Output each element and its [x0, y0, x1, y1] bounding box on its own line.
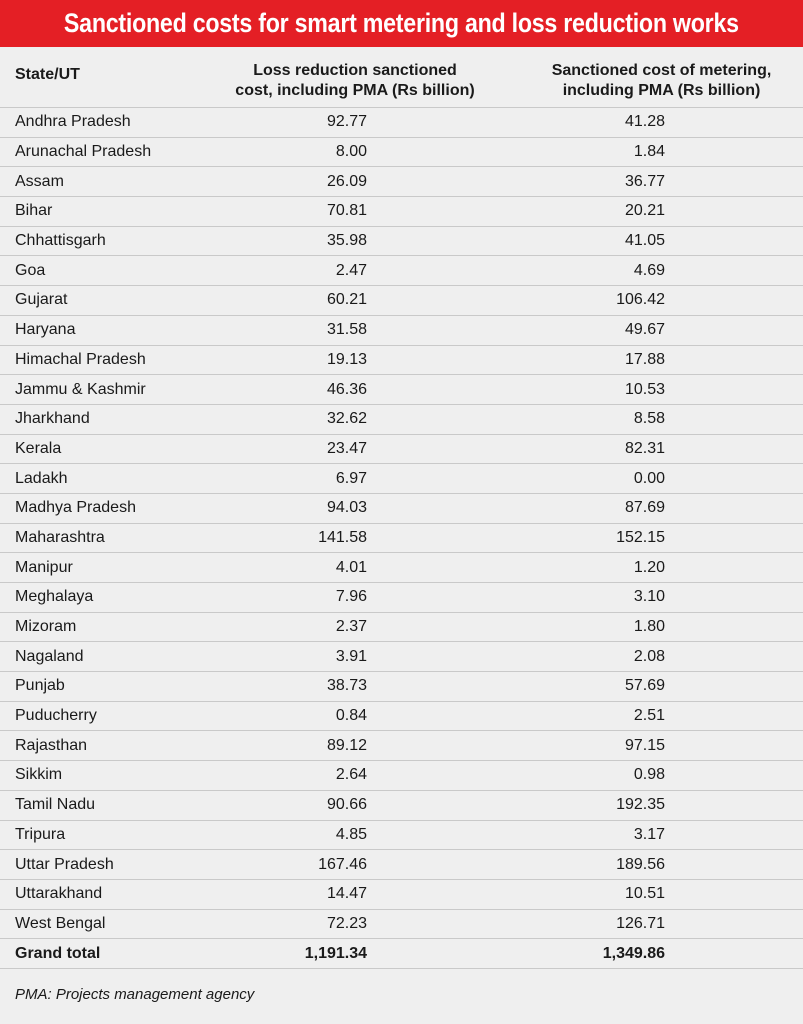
loss-reduction-cell: 23.47: [200, 434, 480, 464]
loss-reduction-cell: 89.12: [200, 731, 480, 761]
header-row: [0, 55, 803, 108]
table-row: [0, 672, 803, 702]
header-state: [0, 55, 200, 108]
loss-reduction-cell: 46.36: [200, 375, 480, 405]
loss-reduction-cell: 32.62: [200, 404, 480, 434]
state-cell: Chhattisgarh: [0, 226, 200, 256]
table-row: [0, 464, 803, 494]
loss-reduction-cell: 60.21: [200, 286, 480, 316]
metering-cell: 3.10: [480, 583, 803, 613]
table-row: [0, 820, 803, 850]
metering-cell: 82.31: [480, 434, 803, 464]
metering-cell: 0.00: [480, 464, 803, 494]
table-row: [0, 701, 803, 731]
table-row: [0, 642, 803, 672]
state-cell: Manipur: [0, 553, 200, 583]
metering-cell: 2.08: [480, 642, 803, 672]
metering-cell: 2.51: [480, 701, 803, 731]
table-row: [0, 345, 803, 375]
title-banner: [0, 0, 803, 47]
cost-table: [0, 55, 803, 969]
loss-reduction-cell: 8.00: [200, 137, 480, 167]
state-cell: Puducherry: [0, 701, 200, 731]
state-cell: Arunachal Pradesh: [0, 137, 200, 167]
loss-reduction-cell: 72.23: [200, 909, 480, 939]
state-cell: Uttarakhand: [0, 879, 200, 909]
metering-cell: 10.51: [480, 879, 803, 909]
state-cell: Gujarat: [0, 286, 200, 316]
metering-cell: 0.98: [480, 761, 803, 791]
header-metering-line1: Sanctioned cost of metering,: [551, 62, 772, 79]
metering-cell: 1.84: [480, 137, 803, 167]
metering-cell: 17.88: [480, 345, 803, 375]
table-row: [0, 493, 803, 523]
metering-cell: 49.67: [480, 315, 803, 345]
state-cell: Andhra Pradesh: [0, 108, 200, 138]
loss-reduction-cell: 7.96: [200, 583, 480, 613]
state-cell: Uttar Pradesh: [0, 850, 200, 880]
loss-reduction-cell: 35.98: [200, 226, 480, 256]
header-loss-reduction: [200, 55, 480, 108]
table-row: [0, 137, 803, 167]
metering-cell: 41.28: [480, 108, 803, 138]
table-row: [0, 197, 803, 227]
loss-reduction-cell: 0.84: [200, 701, 480, 731]
cost-table-container: [0, 55, 803, 969]
metering-cell: 57.69: [480, 672, 803, 702]
page-title: Sanctioned costs for smart metering and loss reduction works: [64, 8, 739, 38]
metering-cell: 189.56: [480, 850, 803, 880]
loss-reduction-cell: 2.37: [200, 612, 480, 642]
loss-reduction-cell: 2.64: [200, 761, 480, 791]
loss-reduction-cell: 141.58: [200, 523, 480, 553]
grand-total-metering: 1,349.86: [480, 939, 803, 969]
state-cell: Jammu & Kashmir: [0, 375, 200, 405]
state-cell: West Bengal: [0, 909, 200, 939]
metering-cell: 97.15: [480, 731, 803, 761]
header-metering-line2: including PMA (Rs billion): [562, 82, 761, 99]
metering-cell: 106.42: [480, 286, 803, 316]
state-cell: Sikkim: [0, 761, 200, 791]
state-cell: Himachal Pradesh: [0, 345, 200, 375]
state-cell: Nagaland: [0, 642, 200, 672]
loss-reduction-cell: 26.09: [200, 167, 480, 197]
metering-cell: 41.05: [480, 226, 803, 256]
header-state-label: State/UT: [15, 66, 80, 83]
loss-reduction-cell: 167.46: [200, 850, 480, 880]
metering-cell: 8.58: [480, 404, 803, 434]
state-cell: Rajasthan: [0, 731, 200, 761]
metering-cell: 152.15: [480, 523, 803, 553]
state-cell: Kerala: [0, 434, 200, 464]
loss-reduction-cell: 92.77: [200, 108, 480, 138]
state-cell: Goa: [0, 256, 200, 286]
state-cell: Bihar: [0, 197, 200, 227]
state-cell: Tamil Nadu: [0, 790, 200, 820]
state-cell: Tripura: [0, 820, 200, 850]
table-row: [0, 256, 803, 286]
state-cell: Punjab: [0, 672, 200, 702]
table-header: [0, 55, 803, 108]
state-cell: Maharashtra: [0, 523, 200, 553]
metering-cell: 87.69: [480, 493, 803, 523]
metering-cell: 126.71: [480, 909, 803, 939]
header-metering: [480, 55, 803, 108]
table-row: [0, 612, 803, 642]
loss-reduction-cell: 4.85: [200, 820, 480, 850]
loss-reduction-cell: 31.58: [200, 315, 480, 345]
footnote: PMA: Projects management agency: [15, 986, 255, 1003]
metering-cell: 192.35: [480, 790, 803, 820]
loss-reduction-cell: 4.01: [200, 553, 480, 583]
loss-reduction-cell: 94.03: [200, 493, 480, 523]
loss-reduction-cell: 6.97: [200, 464, 480, 494]
table-row: [0, 761, 803, 791]
loss-reduction-cell: 90.66: [200, 790, 480, 820]
state-cell: Meghalaya: [0, 583, 200, 613]
state-cell: Ladakh: [0, 464, 200, 494]
table-row: [0, 879, 803, 909]
table-row: [0, 286, 803, 316]
grand-total-loss: 1,191.34: [200, 939, 480, 969]
loss-reduction-cell: 38.73: [200, 672, 480, 702]
table-row: [0, 226, 803, 256]
state-cell: Jharkhand: [0, 404, 200, 434]
table-row: [0, 731, 803, 761]
loss-reduction-cell: 3.91: [200, 642, 480, 672]
header-loss-line2: cost, including PMA (Rs billion): [235, 82, 475, 99]
loss-reduction-cell: 19.13: [200, 345, 480, 375]
table-row: [0, 167, 803, 197]
table-row: [0, 850, 803, 880]
table-row: [0, 583, 803, 613]
metering-cell: 10.53: [480, 375, 803, 405]
table-row: [0, 790, 803, 820]
metering-cell: 4.69: [480, 256, 803, 286]
table-row: [0, 909, 803, 939]
metering-cell: 1.80: [480, 612, 803, 642]
table-row: [0, 404, 803, 434]
state-cell: Madhya Pradesh: [0, 493, 200, 523]
loss-reduction-cell: 70.81: [200, 197, 480, 227]
metering-cell: 36.77: [480, 167, 803, 197]
table-row: [0, 553, 803, 583]
table-row: [0, 434, 803, 464]
metering-cell: 20.21: [480, 197, 803, 227]
grand-total-label: Grand total: [0, 939, 200, 969]
state-cell: Haryana: [0, 315, 200, 345]
metering-cell: 3.17: [480, 820, 803, 850]
table-row: [0, 523, 803, 553]
table-body: [0, 108, 803, 969]
table-row: [0, 108, 803, 138]
header-loss-line1: Loss reduction sanctioned: [253, 62, 457, 79]
loss-reduction-cell: 2.47: [200, 256, 480, 286]
grand-total-row: [0, 939, 803, 969]
metering-cell: 1.20: [480, 553, 803, 583]
state-cell: Mizoram: [0, 612, 200, 642]
table-row: [0, 375, 803, 405]
loss-reduction-cell: 14.47: [200, 879, 480, 909]
state-cell: Assam: [0, 167, 200, 197]
table-row: [0, 315, 803, 345]
